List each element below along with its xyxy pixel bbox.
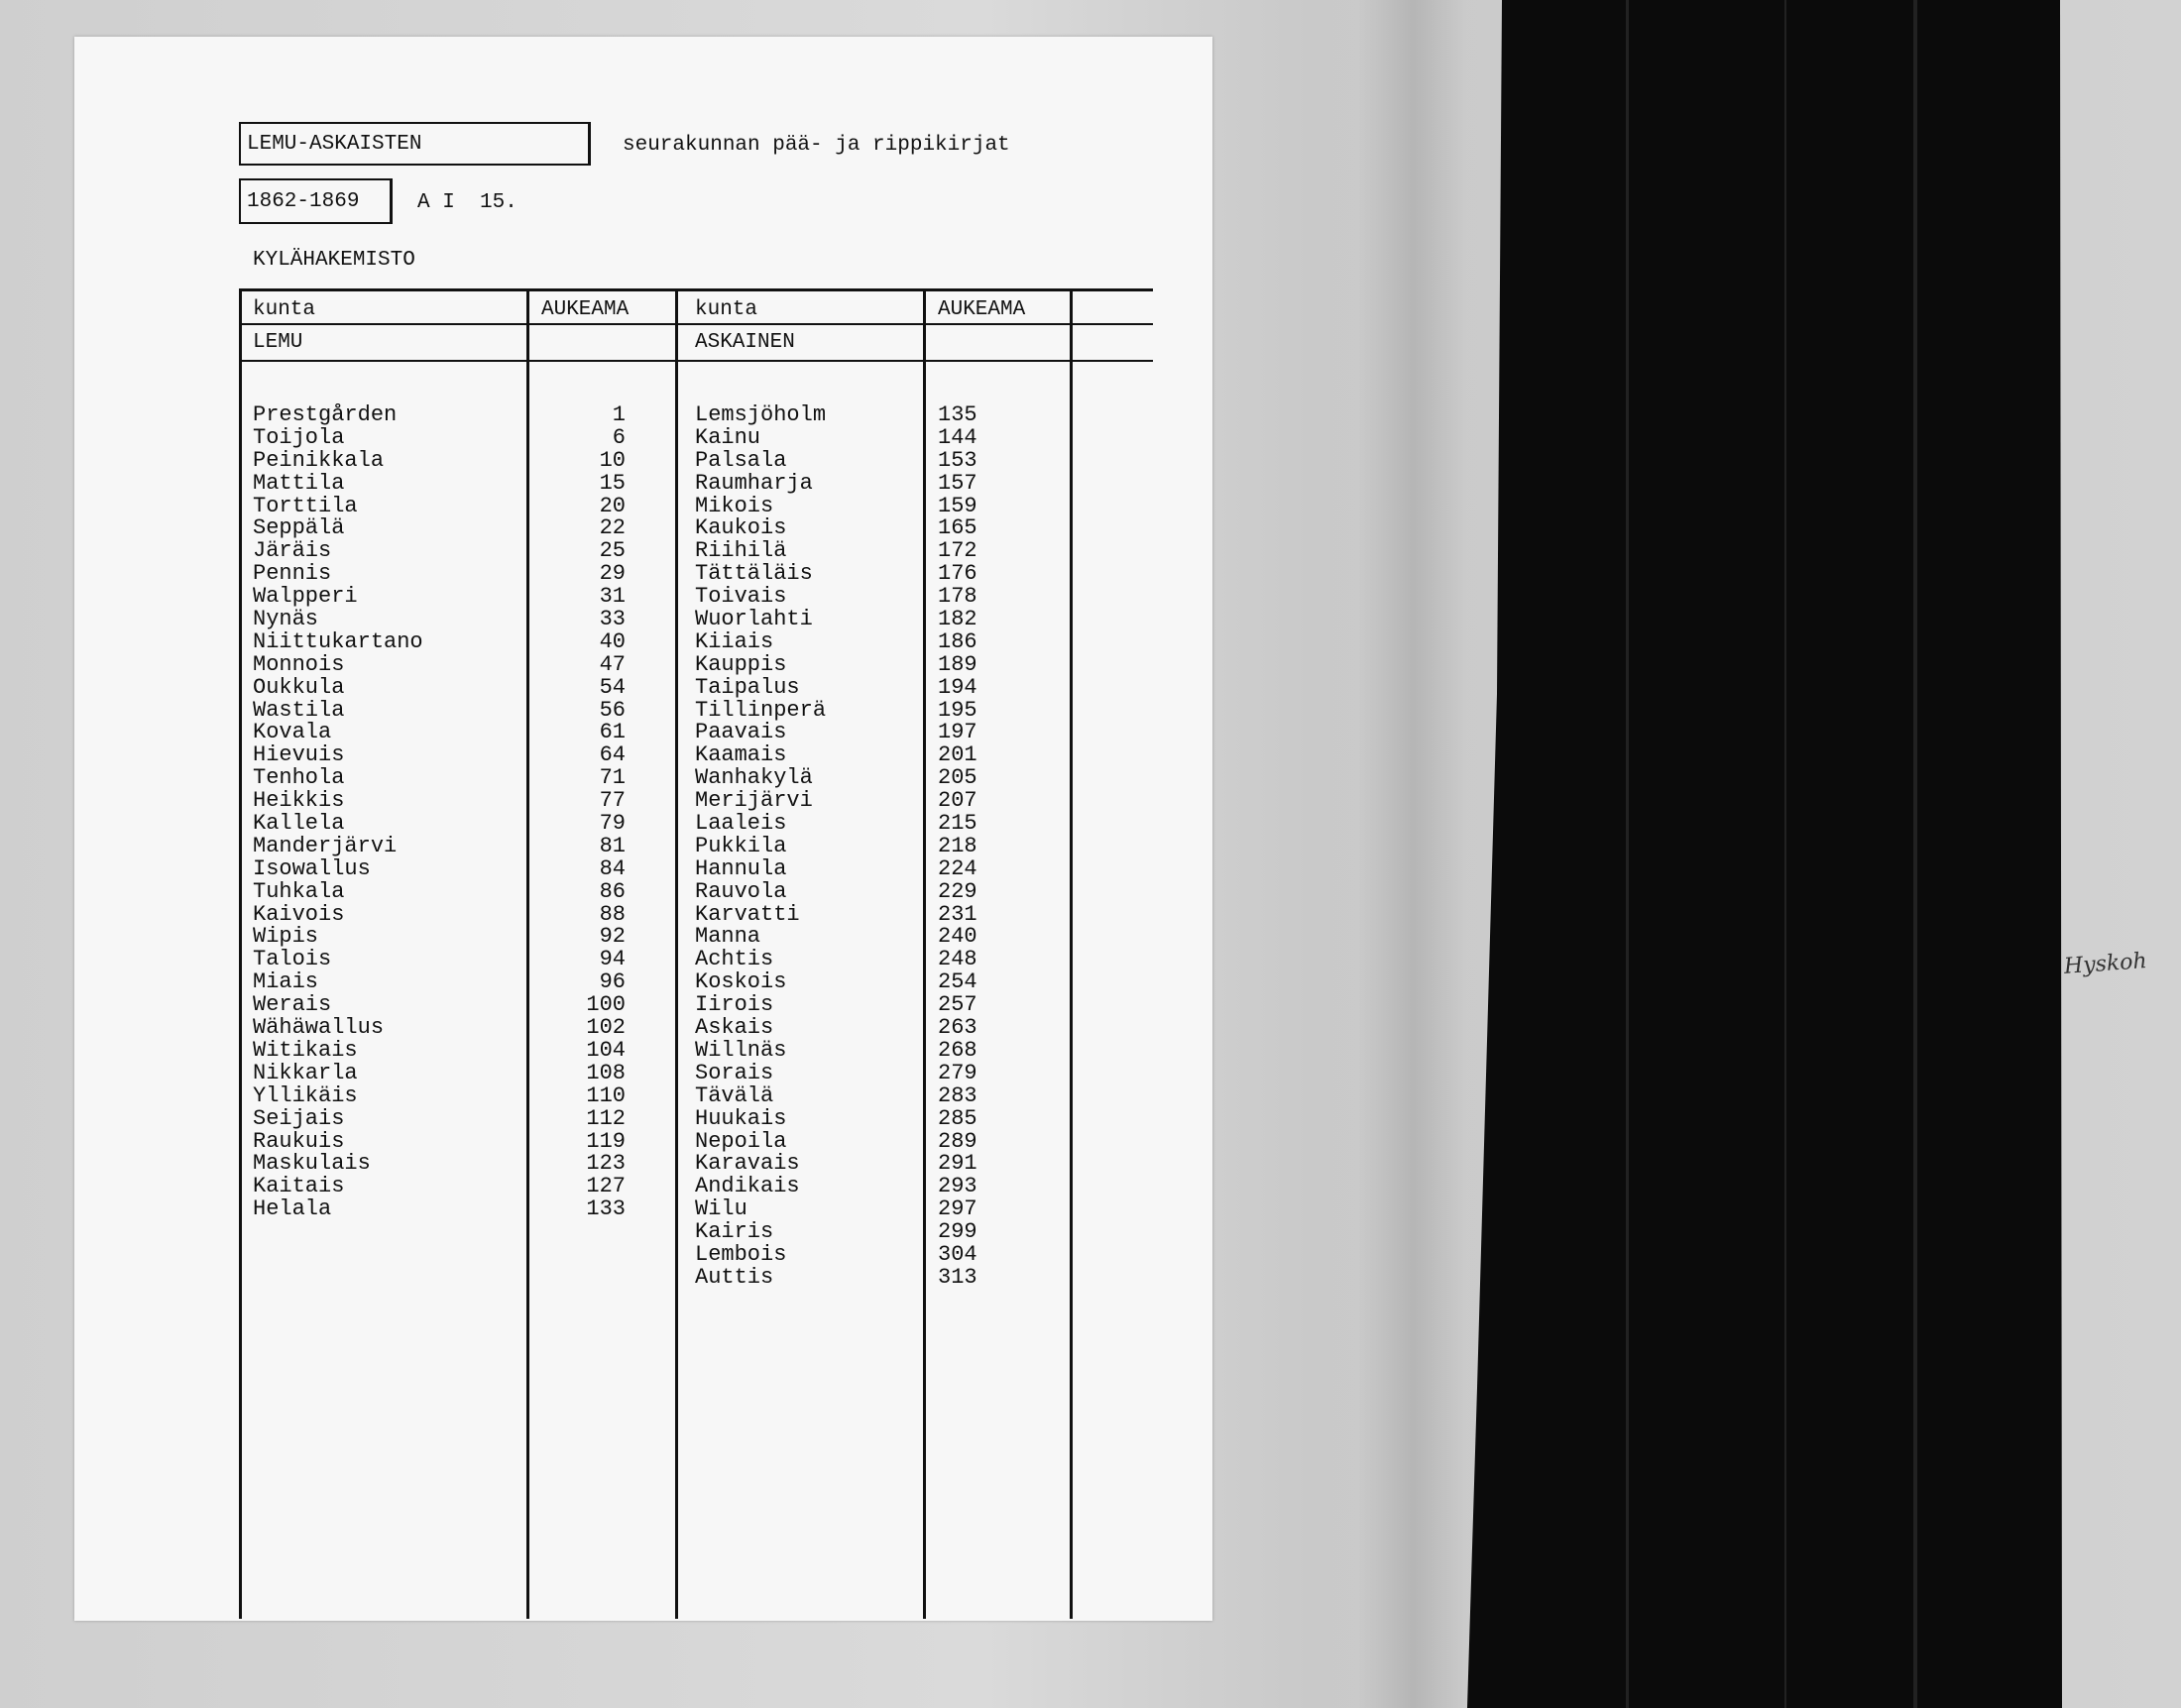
list-item: 283: [938, 1082, 977, 1108]
list-item: Seijais: [253, 1105, 345, 1131]
list-item: Kairis: [695, 1219, 774, 1245]
table-right-border: [1070, 288, 1073, 1619]
list-item: 6: [612, 424, 626, 450]
list-item: Wipis: [253, 924, 319, 950]
list-item: 92: [599, 924, 626, 950]
header-rule: [239, 323, 1153, 325]
list-item: Taipalus: [695, 674, 800, 700]
list-item: Manderjärvi: [253, 833, 398, 858]
list-item: Askais: [695, 1015, 774, 1041]
list-item: Nikkarla: [253, 1060, 358, 1085]
list-item: 186: [938, 628, 977, 654]
list-item: 47: [599, 651, 626, 677]
list-item: Seppälä: [253, 515, 345, 541]
list-item: Kallela: [253, 811, 345, 837]
list-item: 215: [938, 811, 977, 837]
list-item: Toijola: [253, 424, 345, 450]
list-item: Isowallus: [253, 855, 371, 881]
list-item: 268: [938, 1037, 977, 1063]
list-item: 135: [938, 402, 977, 427]
list-item: 96: [599, 969, 626, 995]
table-left-border: [239, 288, 242, 1619]
list-item: Manna: [695, 924, 761, 950]
list-item: Mattila: [253, 470, 345, 496]
list-item: Karavais: [695, 1151, 800, 1177]
list-item: Mikois: [695, 493, 774, 518]
list-item: 194: [938, 674, 977, 700]
list-item: 84: [599, 855, 626, 881]
list-item: Lemsjöholm: [695, 402, 827, 427]
list-item: 304: [938, 1241, 977, 1267]
list-item: 77: [599, 788, 626, 814]
list-item: 104: [586, 1037, 626, 1063]
list-item: 254: [938, 969, 977, 995]
village-index-table: [239, 288, 1153, 1619]
list-item: Kaamais: [695, 742, 787, 768]
years: 1862-1869: [247, 189, 360, 213]
list-item: Karvatti: [695, 901, 800, 927]
list-item: 189: [938, 651, 977, 677]
list-item: 79: [599, 811, 626, 837]
index-title: KYLÄHAKEMISTO: [253, 249, 415, 272]
list-item: Kaitais: [253, 1174, 345, 1199]
list-item: Raukuis: [253, 1128, 345, 1154]
list-item: Hievuis: [253, 742, 345, 768]
list-item: 1: [612, 402, 626, 427]
list-item: 64: [599, 742, 626, 768]
list-item: Sorais: [695, 1060, 774, 1085]
list-item: 15: [599, 470, 626, 496]
list-item: Kiiais: [695, 628, 774, 654]
list-item: Lembois: [695, 1241, 787, 1267]
col-header-kunta-left: kunta: [253, 298, 316, 321]
list-item: Talois: [253, 947, 332, 972]
book-spine: [1467, 0, 2062, 1708]
spine-streak: [1913, 0, 1917, 1708]
list-item: Andikais: [695, 1174, 800, 1199]
list-item: Prestgården: [253, 402, 398, 427]
list-item: 279: [938, 1060, 977, 1085]
list-item: 207: [938, 788, 977, 814]
list-item: Yllikäis: [253, 1082, 358, 1108]
list-item: Tuhkala: [253, 878, 345, 904]
list-item: Witikais: [253, 1037, 358, 1063]
list-item: 86: [599, 878, 626, 904]
list-item: 197: [938, 720, 977, 745]
list-item: 10: [599, 447, 626, 473]
list-item: 299: [938, 1219, 977, 1245]
col-header-aukeama-left: AUKEAMA: [541, 298, 630, 321]
list-item: 144: [938, 424, 977, 450]
list-item: 313: [938, 1264, 977, 1290]
list-item: 240: [938, 924, 977, 950]
list-item: Miais: [253, 969, 319, 995]
list-item: 127: [586, 1174, 626, 1199]
list-item: 40: [599, 628, 626, 654]
parish-name: LEMU-ASKAISTEN: [247, 132, 422, 156]
list-item: 54: [599, 674, 626, 700]
list-item: 195: [938, 697, 977, 723]
margin-handwriting: Hyskoh: [2063, 949, 2148, 979]
list-item: Willnäs: [695, 1037, 787, 1063]
list-item: 229: [938, 878, 977, 904]
list-item: Tenhola: [253, 765, 345, 791]
list-item: Kaukois: [695, 515, 787, 541]
list-item: Kaivois: [253, 901, 345, 927]
list-item: 20: [599, 493, 626, 518]
list-item: Laaleis: [695, 811, 787, 837]
list-item: 182: [938, 607, 977, 632]
section-lemu: LEMU: [253, 331, 303, 354]
list-item: Maskulais: [253, 1151, 371, 1177]
list-item: Torttila: [253, 493, 358, 518]
section-askainen: ASKAINEN: [695, 331, 795, 354]
col-header-kunta-right: kunta: [695, 298, 758, 321]
page-fold-shadow: [1358, 0, 1467, 1708]
section-rule: [239, 360, 1153, 362]
list-item: 119: [586, 1128, 626, 1154]
column-divider: [923, 288, 926, 1619]
list-item: 201: [938, 742, 977, 768]
list-item: 29: [599, 561, 626, 587]
list-item: Kovala: [253, 720, 332, 745]
list-item: Hannula: [695, 855, 787, 881]
list-item: Koskois: [695, 969, 787, 995]
list-item: 100: [586, 992, 626, 1018]
list-item: 291: [938, 1151, 977, 1177]
list-item: Walpperi: [253, 584, 358, 610]
list-item: Toivais: [695, 584, 787, 610]
list-item: Helala: [253, 1196, 332, 1222]
list-item: 81: [599, 833, 626, 858]
list-item: 31: [599, 584, 626, 610]
list-item: 123: [586, 1151, 626, 1177]
list-item: Oukkula: [253, 674, 345, 700]
list-item: Auttis: [695, 1264, 774, 1290]
list-item: 297: [938, 1196, 977, 1222]
list-item: 205: [938, 765, 977, 791]
column-divider: [675, 288, 678, 1619]
list-item: Wähäwallus: [253, 1015, 385, 1041]
list-item: 172: [938, 538, 977, 564]
list-item: 293: [938, 1174, 977, 1199]
list-item: 88: [599, 901, 626, 927]
list-item: 94: [599, 947, 626, 972]
list-item: 176: [938, 561, 977, 587]
right-page-list: [938, 404, 1027, 1290]
list-item: Wilu: [695, 1196, 747, 1222]
col-header-aukeama-right: AUKEAMA: [938, 298, 1026, 321]
left-village-list: [253, 404, 520, 1221]
list-item: 263: [938, 1015, 977, 1041]
list-item: 289: [938, 1128, 977, 1154]
list-item: 153: [938, 447, 977, 473]
list-item: 285: [938, 1105, 977, 1131]
list-item: Heikkis: [253, 788, 345, 814]
list-item: 157: [938, 470, 977, 496]
list-item: Järäis: [253, 538, 332, 564]
list-item: 218: [938, 833, 977, 858]
right-village-list: [695, 404, 913, 1290]
list-item: Iirois: [695, 992, 774, 1018]
years-box: [239, 178, 393, 224]
column-divider: [526, 288, 529, 1619]
list-item: 112: [586, 1105, 626, 1131]
list-item: Tättäläis: [695, 561, 813, 587]
list-item: 165: [938, 515, 977, 541]
left-page-list: [536, 404, 626, 1221]
list-item: Tävälä: [695, 1082, 774, 1108]
list-item: 71: [599, 765, 626, 791]
list-item: 25: [599, 538, 626, 564]
list-item: 159: [938, 493, 977, 518]
list-item: Rauvola: [695, 878, 787, 904]
list-item: 110: [586, 1082, 626, 1108]
list-item: 224: [938, 855, 977, 881]
list-item: Palsala: [695, 447, 787, 473]
list-item: Raumharja: [695, 470, 813, 496]
list-item: 22: [599, 515, 626, 541]
list-item: Monnois: [253, 651, 345, 677]
list-item: Kainu: [695, 424, 761, 450]
list-item: Paavais: [695, 720, 787, 745]
list-item: Pennis: [253, 561, 332, 587]
list-item: 56: [599, 697, 626, 723]
list-item: Werais: [253, 992, 332, 1018]
list-item: Nepoila: [695, 1128, 787, 1154]
index-sheet: [74, 37, 1212, 1621]
list-item: Niittukartano: [253, 628, 423, 654]
list-item: Wuorlahti: [695, 607, 813, 632]
list-item: 133: [586, 1196, 626, 1222]
list-item: 248: [938, 947, 977, 972]
archive-code: A I 15.: [417, 191, 517, 214]
list-item: Wanhakylä: [695, 765, 813, 791]
list-item: 178: [938, 584, 977, 610]
register-description: seurakunnan pää- ja rippikirjat: [623, 134, 1010, 157]
list-item: Kauppis: [695, 651, 787, 677]
list-item: 102: [586, 1015, 626, 1041]
parish-name-box: [239, 122, 591, 166]
list-item: 61: [599, 720, 626, 745]
spine-streak: [1784, 0, 1786, 1708]
list-item: 231: [938, 901, 977, 927]
list-item: Pukkila: [695, 833, 787, 858]
list-item: Nynäs: [253, 607, 319, 632]
spine-streak: [1626, 0, 1629, 1708]
list-item: 108: [586, 1060, 626, 1085]
list-item: Peinikkala: [253, 447, 385, 473]
list-item: 33: [599, 607, 626, 632]
list-item: Huukais: [695, 1105, 787, 1131]
list-item: Riihilä: [695, 538, 787, 564]
list-item: Achtis: [695, 947, 774, 972]
list-item: Tillinperä: [695, 697, 827, 723]
table-top-rule: [239, 288, 1153, 291]
list-item: Merijärvi: [695, 788, 813, 814]
list-item: Wastila: [253, 697, 345, 723]
list-item: 257: [938, 992, 977, 1018]
